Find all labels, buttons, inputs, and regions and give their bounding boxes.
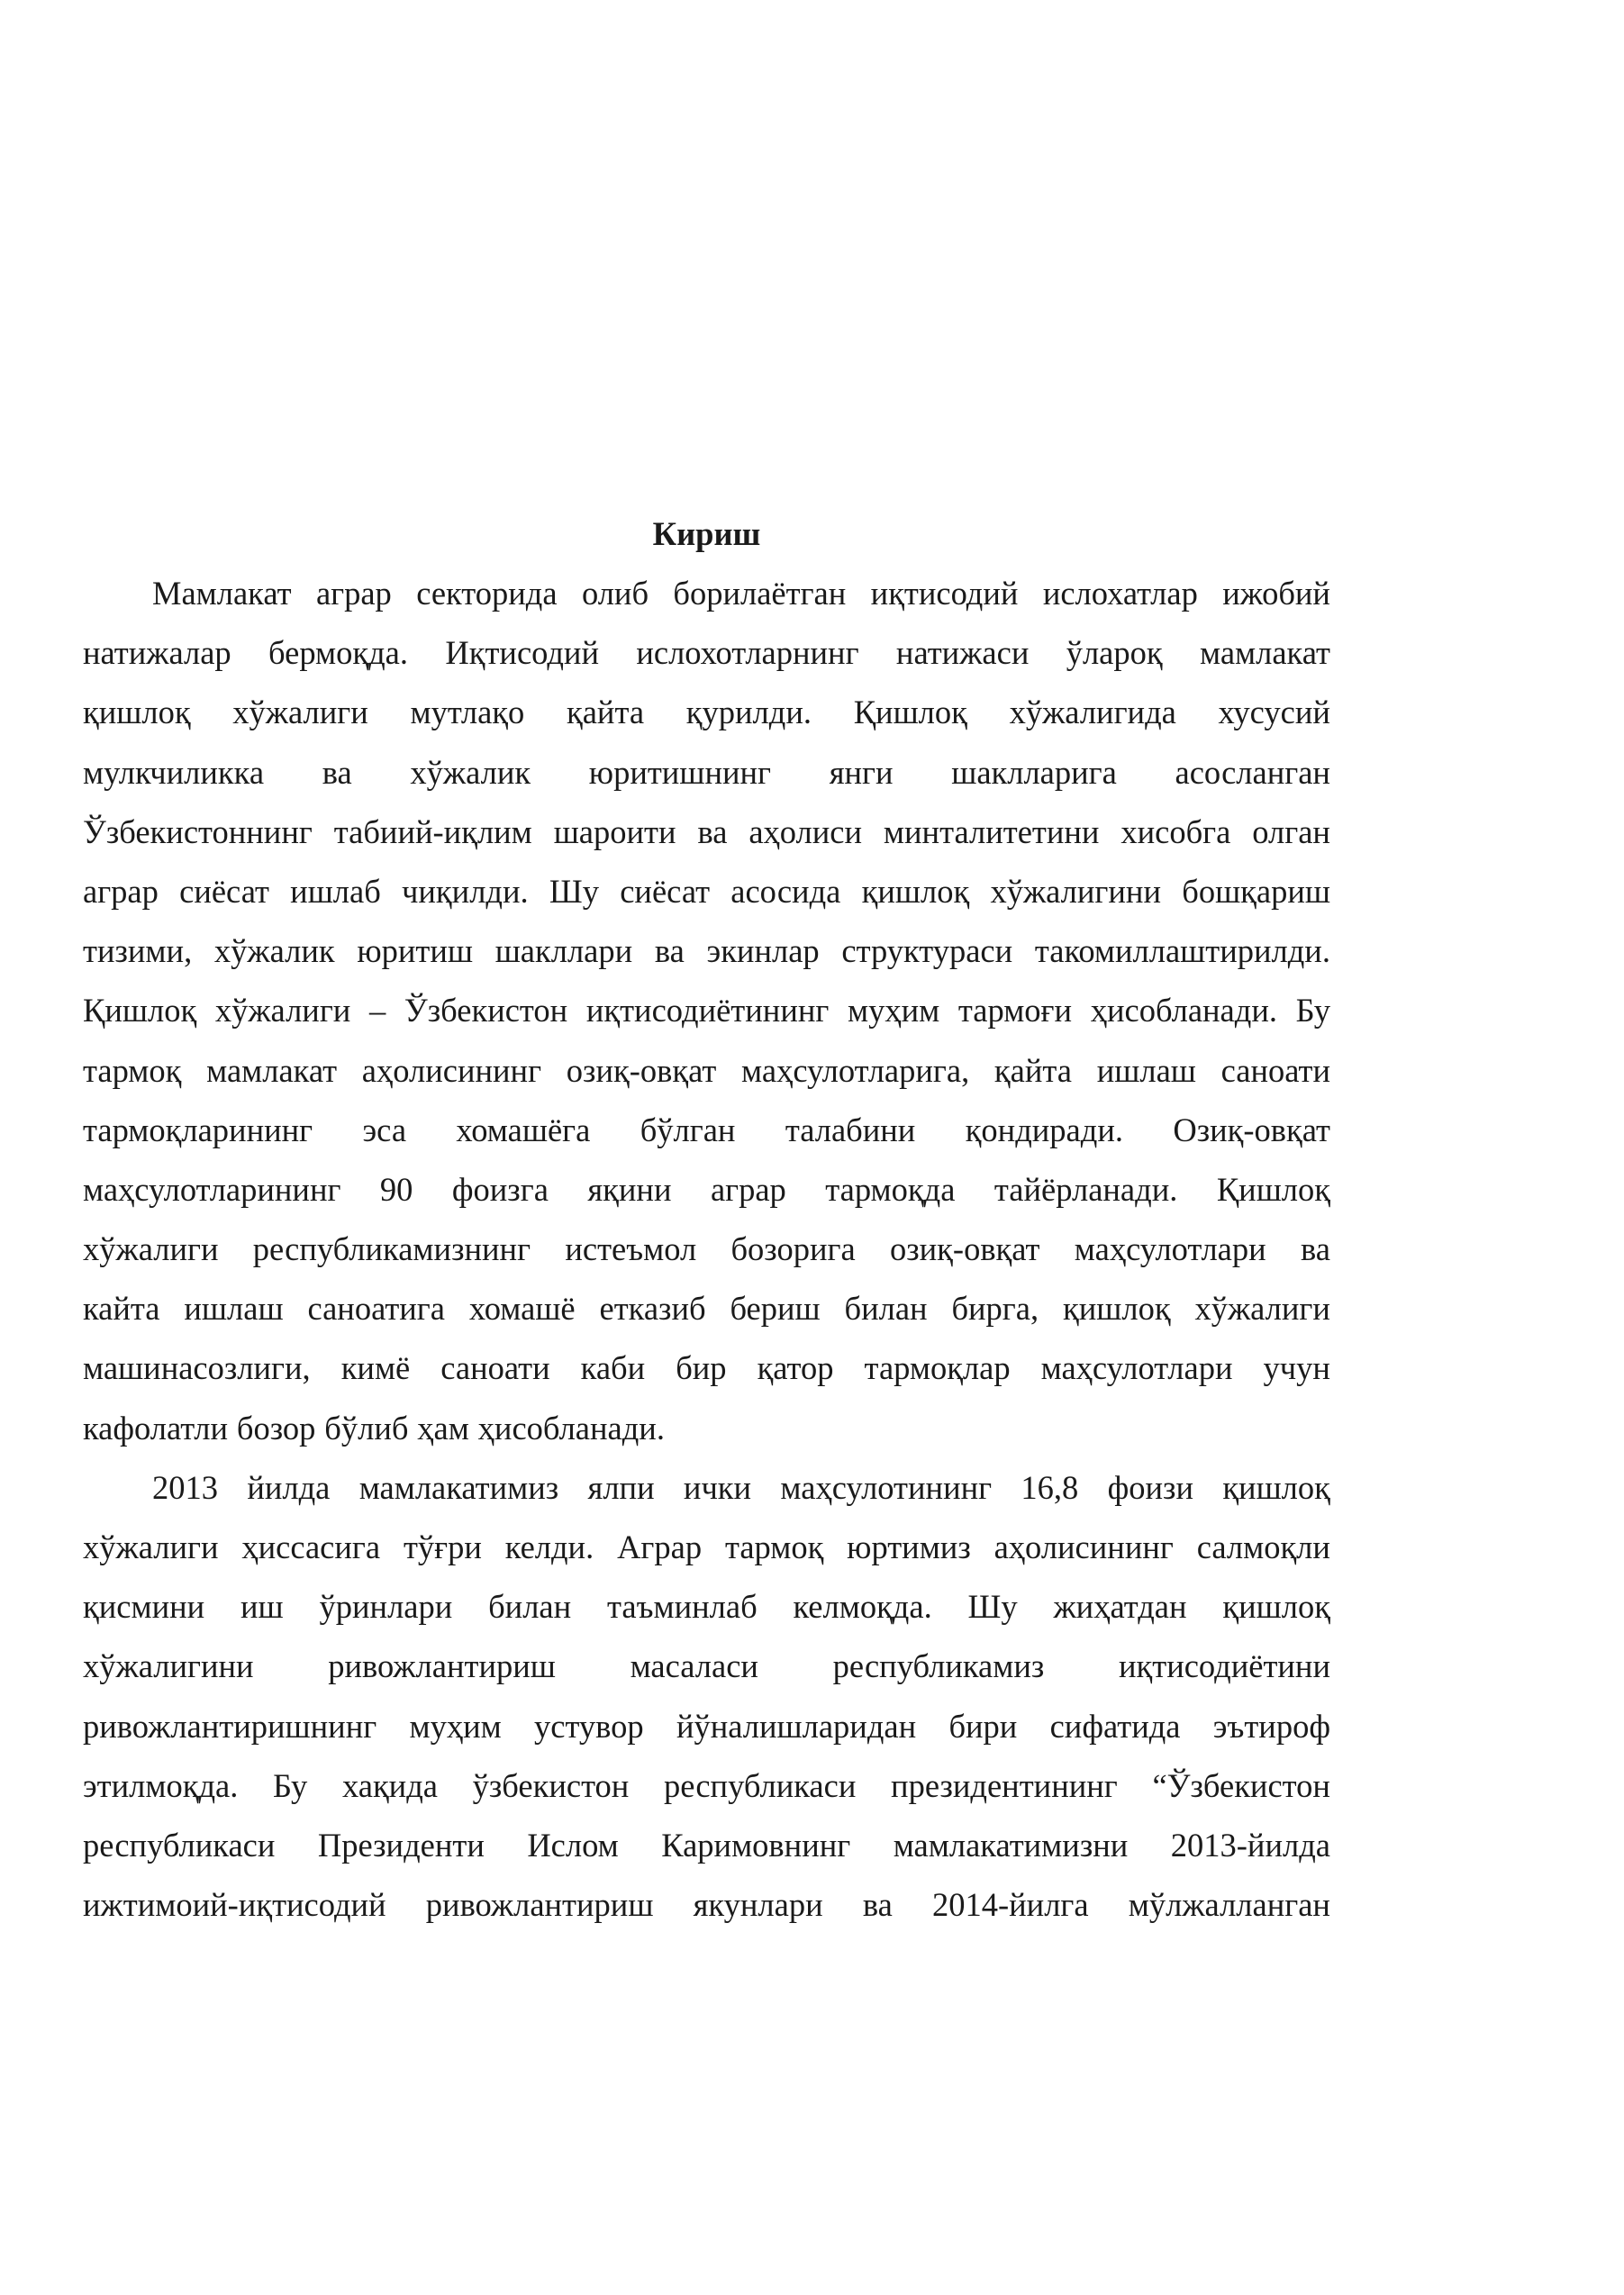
word: секторида (416, 575, 558, 612)
word: – (369, 992, 386, 1030)
word: тармоқ (83, 1051, 182, 1089)
word: бири (948, 1707, 1018, 1745)
word: истеъмол (565, 1230, 697, 1268)
paragraph-line (83, 1816, 1330, 1875)
word: республикаси (663, 1766, 857, 1804)
word: устувор (534, 1707, 644, 1745)
word: тайёрланади. (993, 1170, 1178, 1208)
word: 2013 (152, 1468, 218, 1506)
paragraph-line (83, 1041, 1330, 1101)
word: йўналишларидан (676, 1707, 917, 1745)
paragraph-line (83, 1220, 1330, 1279)
word: хўжалигини (990, 872, 1161, 910)
word: маҳсулотларига, (741, 1051, 970, 1089)
word: бозор (236, 1409, 316, 1447)
word: Шу (967, 1588, 1018, 1626)
word: мамлакатимизни (893, 1826, 1129, 1864)
word: чиқилди. (402, 872, 529, 910)
word: сиёсат (620, 872, 711, 910)
word: ички (683, 1468, 752, 1506)
word: қурилди. (685, 694, 812, 731)
word: муҳим (409, 1707, 502, 1745)
word: Каримовнинг (661, 1826, 851, 1864)
word: билан (844, 1290, 928, 1328)
word: бир (676, 1349, 727, 1387)
word: хўжалик (213, 932, 335, 970)
word: хўжалиги (1194, 1290, 1330, 1328)
word: тизими, (83, 932, 193, 970)
word: ҳиссасига (241, 1528, 381, 1565)
word: тармоқлар (864, 1349, 1011, 1387)
word: ислохатлар (1042, 575, 1198, 612)
paragraphs-container (83, 564, 1330, 1935)
word: етказиб (599, 1290, 706, 1328)
word: борилаётган (673, 575, 847, 612)
paragraph-line (83, 1756, 1330, 1816)
word: ва (697, 812, 728, 850)
word: мўлжалланган (1128, 1886, 1330, 1924)
word: талабини (785, 1111, 916, 1148)
word: Аграр (617, 1528, 703, 1565)
word: масаласи (630, 1647, 758, 1685)
word: юртимиз (847, 1528, 971, 1565)
word: минталитетини (883, 812, 1100, 850)
word: ижтимоий-иқтисодий (83, 1886, 386, 1924)
word: асосланган (1175, 753, 1330, 791)
word: хўжалиги (214, 992, 351, 1030)
paragraph-line (83, 1399, 1330, 1458)
word: ва (654, 932, 685, 970)
word: республикамиз (832, 1647, 1045, 1685)
word: маҳсулотлари (1040, 1349, 1233, 1387)
word: қайта (566, 694, 645, 731)
word: такомиллаштирилди. (1034, 932, 1330, 970)
word: ўринлари (319, 1588, 453, 1626)
word: яқини (587, 1170, 672, 1208)
word: иқтисодиётининг (585, 992, 830, 1030)
word: ҳам (417, 1409, 469, 1447)
word: Мамлакат (152, 575, 292, 612)
word: Бу (1295, 992, 1330, 1030)
word: шакллари (494, 932, 633, 970)
word: маҳсулотларининг (83, 1170, 341, 1208)
word: ва (322, 753, 352, 791)
word: маҳсулотлари (1074, 1230, 1266, 1268)
word: республикаси (83, 1826, 276, 1864)
word: экинлар (706, 932, 820, 970)
word: этилмоқда. (83, 1766, 239, 1804)
word: маҳсулотининг (780, 1468, 993, 1506)
word: бозорига (730, 1230, 856, 1268)
word: ишлаб (290, 872, 381, 910)
word: аҳолисининг (361, 1051, 542, 1089)
word: қатор (757, 1349, 834, 1387)
word: қишлоқ (83, 694, 191, 731)
word: ўзбекистон (472, 1766, 630, 1804)
word: табиий-иқлим (333, 812, 532, 850)
paragraph (83, 564, 1330, 1458)
word: бошқариш (1182, 872, 1330, 910)
paragraph (83, 1458, 1330, 1936)
word: машинасозлиги, (83, 1349, 311, 1387)
word: янги (829, 753, 894, 791)
word: шаклларига (951, 753, 1117, 791)
word: 90 (379, 1170, 413, 1208)
word: кайта (83, 1290, 160, 1328)
word: Ўзбекистон (404, 992, 568, 1030)
word: хўжалигини (83, 1647, 254, 1685)
word: хомашё (468, 1290, 576, 1328)
word: президентининг (891, 1766, 1118, 1804)
word: 16,8 (1021, 1468, 1079, 1506)
word: иш (240, 1588, 284, 1626)
word: юритишнинг (588, 753, 772, 791)
word: юритиш (357, 932, 473, 970)
word: 2014-йилга (931, 1886, 1089, 1924)
word: “Ўзбекистон (1152, 1766, 1330, 1804)
word: фоизга (451, 1170, 549, 1208)
paragraph-line (83, 1875, 1330, 1935)
word: ривожлантириш (425, 1886, 654, 1924)
word: шароити (553, 812, 676, 850)
word: хисобга (1120, 812, 1231, 850)
word: кафолатли (83, 1409, 229, 1447)
word: таъминлаб (607, 1588, 758, 1626)
word: қондиради. (965, 1111, 1123, 1148)
word: аграр (710, 1170, 786, 1208)
word: хўжалигида (1009, 694, 1176, 731)
paragraph-line (83, 1518, 1330, 1577)
paragraph-line (83, 1577, 1330, 1637)
word: қишлоқ (1222, 1588, 1330, 1626)
word: жиҳатдан (1053, 1588, 1187, 1626)
word: Қишлоқ (83, 992, 197, 1030)
paragraph-line (83, 1458, 1330, 1518)
word: ўлароқ (1066, 634, 1163, 672)
word: хўжалиги (83, 1528, 219, 1565)
word: сиёсат (179, 872, 269, 910)
word: ҳисобланади. (477, 1409, 665, 1447)
word: салмоқли (1196, 1528, 1330, 1565)
word: ҳисобланади. (1090, 992, 1277, 1030)
paragraph-line (83, 1160, 1330, 1220)
word: хўжалик (410, 753, 531, 791)
paragraph-line (83, 743, 1330, 803)
word: қишлоқ (1062, 1290, 1171, 1328)
word: 2013-йилда (1170, 1826, 1330, 1864)
word: Бу (273, 1766, 308, 1804)
word: республикамизнинг (252, 1230, 531, 1268)
word: ривожлантириш (328, 1647, 556, 1685)
word: бериш (730, 1290, 821, 1328)
word: тармоқларининг (83, 1111, 313, 1148)
word: ишлаш (184, 1290, 284, 1328)
word: натижалар (83, 634, 231, 672)
paragraph-line (83, 862, 1330, 921)
word: эътироф (1212, 1707, 1330, 1745)
word: натижаси (895, 634, 1030, 672)
word: тўғри (403, 1528, 482, 1565)
paragraph-line (83, 564, 1330, 623)
word: хусусий (1218, 694, 1330, 731)
word: каби (580, 1349, 646, 1387)
word: қайта (993, 1051, 1072, 1089)
word: Озиқ-овқат (1173, 1111, 1330, 1148)
word: учун (1263, 1349, 1330, 1387)
word: Иқтисодий (445, 634, 599, 672)
paragraph-line (83, 921, 1330, 981)
word: эса (362, 1111, 407, 1148)
word: якунлари (693, 1886, 823, 1924)
word: ишлаш (1096, 1051, 1196, 1089)
paragraph-line (83, 623, 1330, 683)
word: бермоқда. (268, 634, 409, 672)
paragraph-line (83, 683, 1330, 742)
word: қисмини (83, 1588, 205, 1626)
word: ялпи (587, 1468, 655, 1506)
word: саноатига (307, 1290, 445, 1328)
paragraph-line (83, 1637, 1330, 1696)
word: аҳолисининг (993, 1528, 1174, 1565)
word: Президенти (317, 1826, 485, 1864)
word: аграр (83, 872, 159, 910)
word: озиқ-овқат (889, 1230, 1040, 1268)
word: саноати (1220, 1051, 1330, 1089)
word: сифатида (1049, 1707, 1181, 1745)
word: мамлакат (1199, 634, 1330, 672)
word: олиб (581, 575, 649, 612)
word: тармоқда (825, 1170, 956, 1208)
word: қишлоқ (1222, 1468, 1330, 1506)
word: мамлакат (206, 1051, 338, 1089)
word: хақида (341, 1766, 438, 1804)
word: саноати (440, 1349, 550, 1387)
document-body (83, 504, 1330, 1935)
word: Ўзбекистоннинг (83, 812, 313, 850)
word: ва (1300, 1230, 1330, 1268)
word: хомашёга (456, 1111, 591, 1148)
word: фоизи (1107, 1468, 1193, 1506)
word: мулкчиликка (83, 753, 265, 791)
word: олган (1252, 812, 1330, 850)
word: структураси (841, 932, 1013, 970)
word: бўлган (640, 1111, 736, 1148)
word: иқтисодий (870, 575, 1019, 612)
word: аҳолиси (748, 812, 863, 850)
word: аграр (315, 575, 392, 612)
word: қишлоқ (861, 872, 970, 910)
word: тармоғи (957, 992, 1073, 1030)
word: хўжалиги (232, 694, 368, 731)
word: Ислом (527, 1826, 619, 1864)
word: келмоқда. (793, 1588, 932, 1626)
word: мутлақо (410, 694, 525, 731)
paragraph-line (83, 1279, 1330, 1338)
paragraph-line (83, 803, 1330, 862)
word: ислохотларнинг (636, 634, 859, 672)
word: ижобий (1222, 575, 1330, 612)
word: мамлакатимиз (358, 1468, 559, 1506)
word: иқтисодиётини (1118, 1647, 1330, 1685)
word: хўжалиги (83, 1230, 219, 1268)
word: Қишлоқ (853, 694, 967, 731)
word: Қишлоқ (1216, 1170, 1330, 1208)
paragraph-line (83, 1101, 1330, 1160)
page-title: Кириш (652, 515, 761, 552)
word: муҳим (848, 992, 940, 1030)
paragraph-line (83, 1338, 1330, 1398)
word: ривожлантиришнинг (83, 1707, 377, 1745)
word: асосида (730, 872, 841, 910)
word: кимё (340, 1349, 411, 1387)
word: бўлиб (324, 1409, 409, 1447)
word: тармоқ (724, 1528, 824, 1565)
word: озиқ-овқат (566, 1051, 717, 1089)
word: келди. (504, 1528, 594, 1565)
paragraph-line (83, 1697, 1330, 1756)
word: Шу (549, 872, 599, 910)
word: ва (862, 1886, 893, 1924)
word: билан (488, 1588, 572, 1626)
word: йилда (247, 1468, 331, 1506)
paragraph-line (83, 981, 1330, 1040)
word: бирга, (951, 1290, 1039, 1328)
